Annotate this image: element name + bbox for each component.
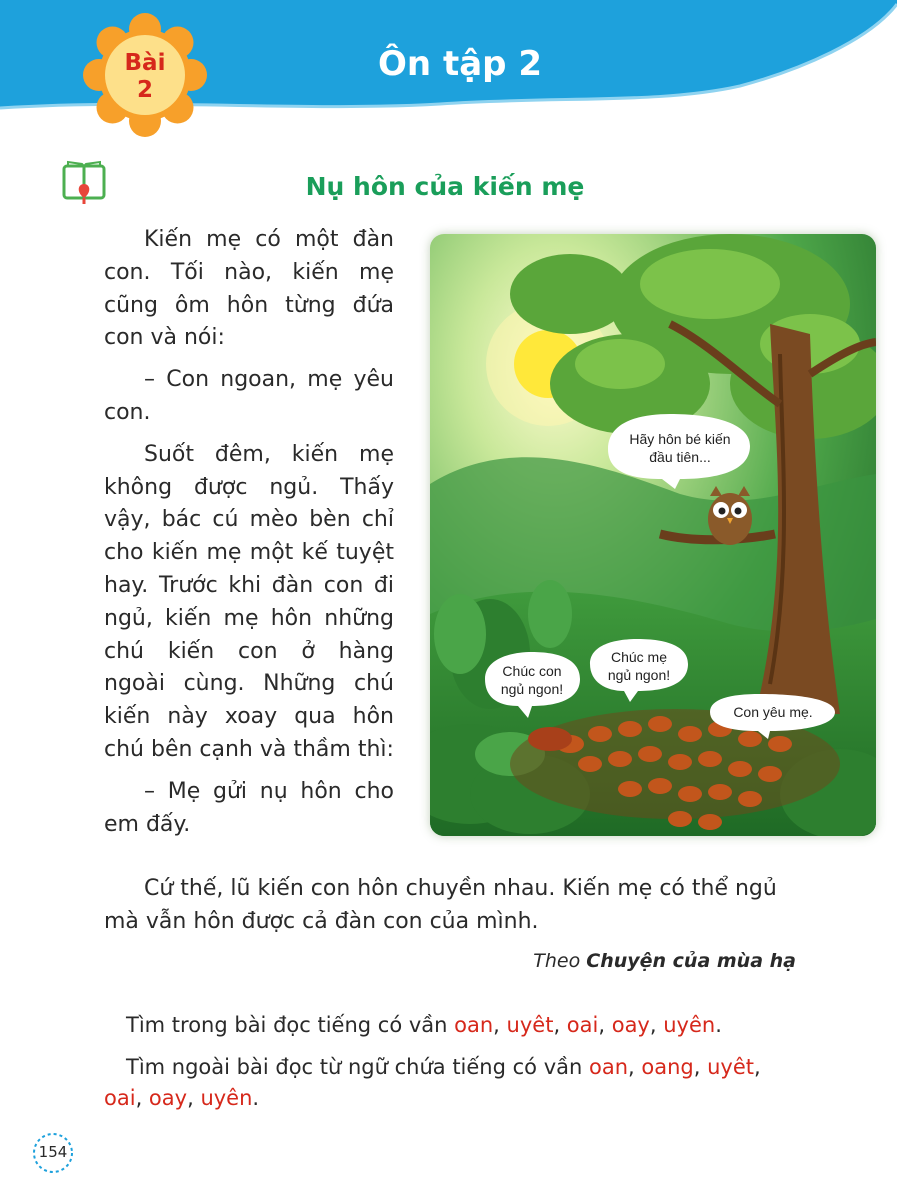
svg-text:Chúc mẹ: Chúc mẹ: [610, 649, 668, 665]
story-title: Nụ hôn của kiến mẹ: [305, 172, 585, 201]
exercise-2-text: Tìm ngoài bài đọc từ ngữ chứa tiếng có vần: [126, 1055, 583, 1079]
rhyme-oay: oay: [611, 1013, 650, 1037]
rhyme-oan: oan: [454, 1013, 494, 1037]
story-paragraph: Kiến mẹ có một đàn con. Tối nào, kiến mẹ cũng ôm hôn từng đứa con và nói:: [104, 227, 394, 351]
lesson-badge-number: 2: [136, 77, 153, 103]
rhyme-uyet: uyêt: [707, 1055, 755, 1079]
owl-icon: [708, 486, 752, 545]
rhyme-oay: oay: [148, 1086, 188, 1110]
page-number: 154: [38, 1143, 68, 1161]
source-prefix: Theo: [533, 950, 581, 972]
forest-scene: [430, 234, 876, 836]
story-source: [480, 950, 796, 972]
mother-ant-icon: [528, 727, 572, 751]
rhyme-oang: oang: [641, 1055, 694, 1079]
svg-text:Con yêu mẹ.: Con yêu mẹ.: [733, 704, 813, 720]
exercise-1: Tìm trong bài đọc tiếng có vần oan, uyêt, oai, oay, uyên.: [126, 1013, 722, 1037]
story-paragraph: Suốt đêm, kiến mẹ không được ngủ. Thấy vậy, bác cú mèo bèn chỉ cho kiến mẹ một kế tuyệt hay. Trước khi đàn con đi ngủ, kiến mẹ hôn những chú kiến con ở hàng ngoài cùng. Những chú kiến này xoay qua hôn chú bên cạnh và thầm thì:: [104, 441, 394, 762]
rhyme-oan: oan: [589, 1055, 629, 1079]
rhyme-oai: oai: [104, 1086, 136, 1110]
story-paragraph: – Mẹ gửi nụ hôn cho em đấy.: [104, 778, 394, 837]
rhyme-uyet: uyêt: [506, 1013, 554, 1037]
page-title: Ôn tập 2: [378, 44, 542, 84]
rhyme-oai: oai: [566, 1013, 599, 1037]
story-paragraph: Cứ thế, lũ kiến con hôn chuyền nhau. Kiến mẹ có thể ngủ mà vẫn hôn được cả đàn con của mình.: [104, 876, 777, 934]
story-text-column: [104, 224, 394, 841]
story-paragraph: – Con ngoan, mẹ yêu con.: [104, 367, 394, 425]
rhyme-uyen: uyên: [200, 1086, 253, 1110]
svg-text:Chúc con: Chúc con: [502, 663, 562, 679]
svg-text:ngủ ngon!: ngủ ngon!: [500, 681, 564, 697]
lesson-badge-label: Bài: [124, 50, 166, 76]
exercise-2: Tìm ngoài bài đọc từ ngữ chứa tiếng có vần oan, oang, uyêt, oai, oay, uyên.: [104, 1055, 761, 1110]
svg-text:Hãy hôn bé kiến: Hãy hôn bé kiến: [629, 431, 731, 447]
story-illustration: [430, 234, 876, 836]
source-title: Chuyện của mùa hạ: [586, 950, 796, 972]
exercise-1-text: Tìm trong bài đọc tiếng có vần: [126, 1013, 448, 1037]
svg-text:đầu tiên...: đầu tiên...: [649, 449, 711, 465]
open-book-icon: [62, 160, 106, 206]
rhyme-uyen: uyên: [663, 1013, 716, 1037]
lesson-badge-text: [82, 50, 208, 104]
svg-text:ngủ ngon!: ngủ ngon!: [607, 667, 671, 683]
